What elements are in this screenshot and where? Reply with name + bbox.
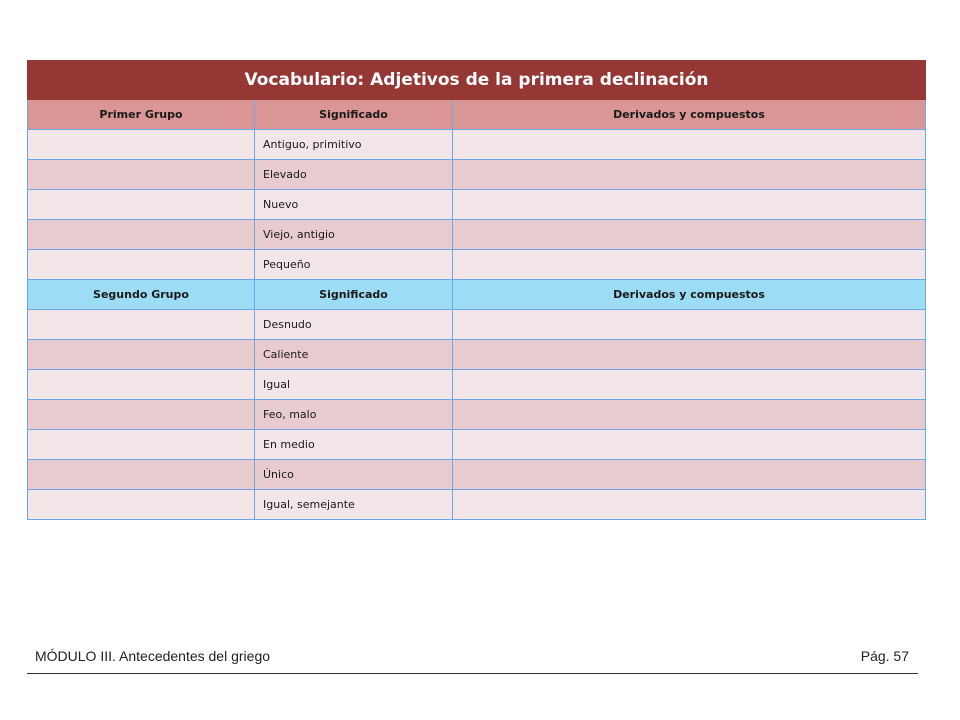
word-cell xyxy=(28,160,255,190)
meaning-cell: Igual xyxy=(255,370,453,400)
table-row xyxy=(28,220,926,250)
table-row xyxy=(28,340,926,370)
word-cell xyxy=(28,250,255,280)
group2-header-row xyxy=(28,280,926,310)
table-row xyxy=(28,460,926,490)
table-title-row xyxy=(28,61,926,100)
footer-page-number: Pág. 57 xyxy=(860,648,909,664)
word-cell xyxy=(28,430,255,460)
table-row xyxy=(28,130,926,160)
footer-divider xyxy=(27,673,918,674)
meaning-cell: Igual, semejante xyxy=(255,490,453,520)
vocabulary-table xyxy=(27,60,926,520)
word-cell xyxy=(28,370,255,400)
derivatives-cell xyxy=(453,190,926,220)
derivatives-cell xyxy=(453,370,926,400)
meaning-cell: Elevado xyxy=(255,160,453,190)
table-title: Vocabulario: Adjetivos de la primera declinación xyxy=(28,61,926,100)
meaning-cell: Desnudo xyxy=(255,310,453,340)
table-row xyxy=(28,160,926,190)
derivatives-cell xyxy=(453,310,926,340)
table-row xyxy=(28,250,926,280)
meaning-cell: Viejo, antigio xyxy=(255,220,453,250)
group1-header-row xyxy=(28,100,926,130)
group1-header-group: Primer Grupo xyxy=(28,100,255,130)
word-cell xyxy=(28,190,255,220)
table-row xyxy=(28,490,926,520)
table-row xyxy=(28,430,926,460)
group2-header-meaning: Significado xyxy=(255,280,453,310)
table-row xyxy=(28,310,926,340)
group1-header-derivatives: Derivados y compuestos xyxy=(453,100,926,130)
table-row xyxy=(28,400,926,430)
derivatives-cell xyxy=(453,430,926,460)
word-cell xyxy=(28,490,255,520)
derivatives-cell xyxy=(453,400,926,430)
table-row xyxy=(28,370,926,400)
footer-module-label: MÓDULO III. Antecedentes del griego xyxy=(35,648,271,664)
derivatives-cell xyxy=(453,460,926,490)
word-cell xyxy=(28,400,255,430)
derivatives-cell xyxy=(453,340,926,370)
group2-header-group: Segundo Grupo xyxy=(28,280,255,310)
meaning-cell: En medio xyxy=(255,430,453,460)
derivatives-cell xyxy=(453,160,926,190)
derivatives-cell xyxy=(453,130,926,160)
meaning-cell: Antiguo, primitivo xyxy=(255,130,453,160)
derivatives-cell xyxy=(453,490,926,520)
meaning-cell: Pequeño xyxy=(255,250,453,280)
derivatives-cell xyxy=(453,220,926,250)
word-cell xyxy=(28,310,255,340)
meaning-cell: Feo, malo xyxy=(255,400,453,430)
meaning-cell: Nuevo xyxy=(255,190,453,220)
group1-header-meaning: Significado xyxy=(255,100,453,130)
word-cell xyxy=(28,220,255,250)
word-cell xyxy=(28,340,255,370)
word-cell xyxy=(28,130,255,160)
table-row xyxy=(28,190,926,220)
word-cell xyxy=(28,460,255,490)
derivatives-cell xyxy=(453,250,926,280)
group2-header-derivatives: Derivados y compuestos xyxy=(453,280,926,310)
meaning-cell: Único xyxy=(255,460,453,490)
meaning-cell: Caliente xyxy=(255,340,453,370)
